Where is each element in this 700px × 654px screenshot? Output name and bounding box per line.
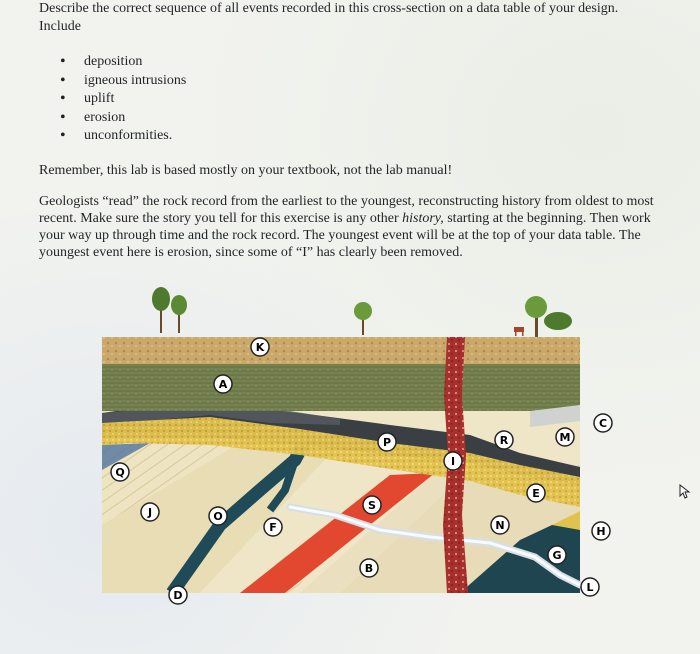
svg-text:N: N xyxy=(495,519,505,532)
svg-text:H: H xyxy=(596,525,606,538)
svg-text:D: D xyxy=(173,589,183,602)
label-j xyxy=(141,503,159,521)
svg-text:O: O xyxy=(213,510,223,523)
list-item: • deposition xyxy=(60,53,186,72)
svg-text:I: I xyxy=(450,455,456,468)
svg-text:P: P xyxy=(382,436,392,449)
label-m xyxy=(556,428,574,446)
label-h xyxy=(592,522,610,540)
animal-icon xyxy=(514,327,524,336)
cross-section-diagram xyxy=(90,285,625,610)
label-b xyxy=(360,559,378,577)
label-g xyxy=(548,546,566,564)
event-list xyxy=(60,53,186,146)
svg-text:F: F xyxy=(269,521,277,534)
label-l xyxy=(581,578,599,596)
label-d xyxy=(169,586,187,604)
svg-text:A: A xyxy=(218,378,228,391)
label-a xyxy=(214,375,232,393)
svg-text:C: C xyxy=(598,417,608,430)
question-prompt: Describe the correct sequence of all events recorded in this cross-section on a data table of your design. Include xyxy=(39,1,619,34)
label-n xyxy=(491,516,509,534)
list-item: • unconformities. xyxy=(60,127,186,146)
svg-text:G: G xyxy=(552,549,562,562)
label-c xyxy=(594,414,612,432)
tree-icon xyxy=(354,302,372,335)
tree-icon xyxy=(152,287,187,333)
label-e xyxy=(527,484,545,502)
mouse-cursor-icon xyxy=(679,484,693,500)
label-k xyxy=(251,338,269,356)
label-q xyxy=(111,463,129,481)
svg-text:K: K xyxy=(255,341,265,354)
instructions-paragraph: Geologists “read” the rock record from the earliest to the youngest, reconstructing history from oldest to most recent. Make sure the story you tell for this exercise is any other history, starting at the beginning. Then work your way up through time and the rock record. The youngest event will be at the top of your data table. The youngest event here is erosion, since some of “I” has clearly been removed. xyxy=(39,194,654,260)
svg-text:L: L xyxy=(586,581,594,594)
svg-text:M: M xyxy=(559,431,571,444)
svg-text:B: B xyxy=(364,562,374,575)
label-f xyxy=(264,518,282,536)
tree-icon xyxy=(525,296,572,337)
label-i xyxy=(444,452,462,470)
label-s xyxy=(363,496,381,514)
svg-text:Q: Q xyxy=(115,466,125,479)
label-r xyxy=(495,431,513,449)
svg-text:E: E xyxy=(532,487,540,500)
reminder-text: Remember, this lab is based mostly on your textbook, not the lab manual! xyxy=(39,163,453,178)
label-o xyxy=(209,507,227,525)
list-item: • erosion xyxy=(60,109,186,128)
svg-text:J: J xyxy=(147,506,153,519)
svg-text:S: S xyxy=(368,499,376,512)
list-item: • uplift xyxy=(60,90,186,109)
svg-text:R: R xyxy=(499,434,509,447)
list-item: • igneous intrusions xyxy=(60,72,186,91)
label-p xyxy=(378,433,396,451)
